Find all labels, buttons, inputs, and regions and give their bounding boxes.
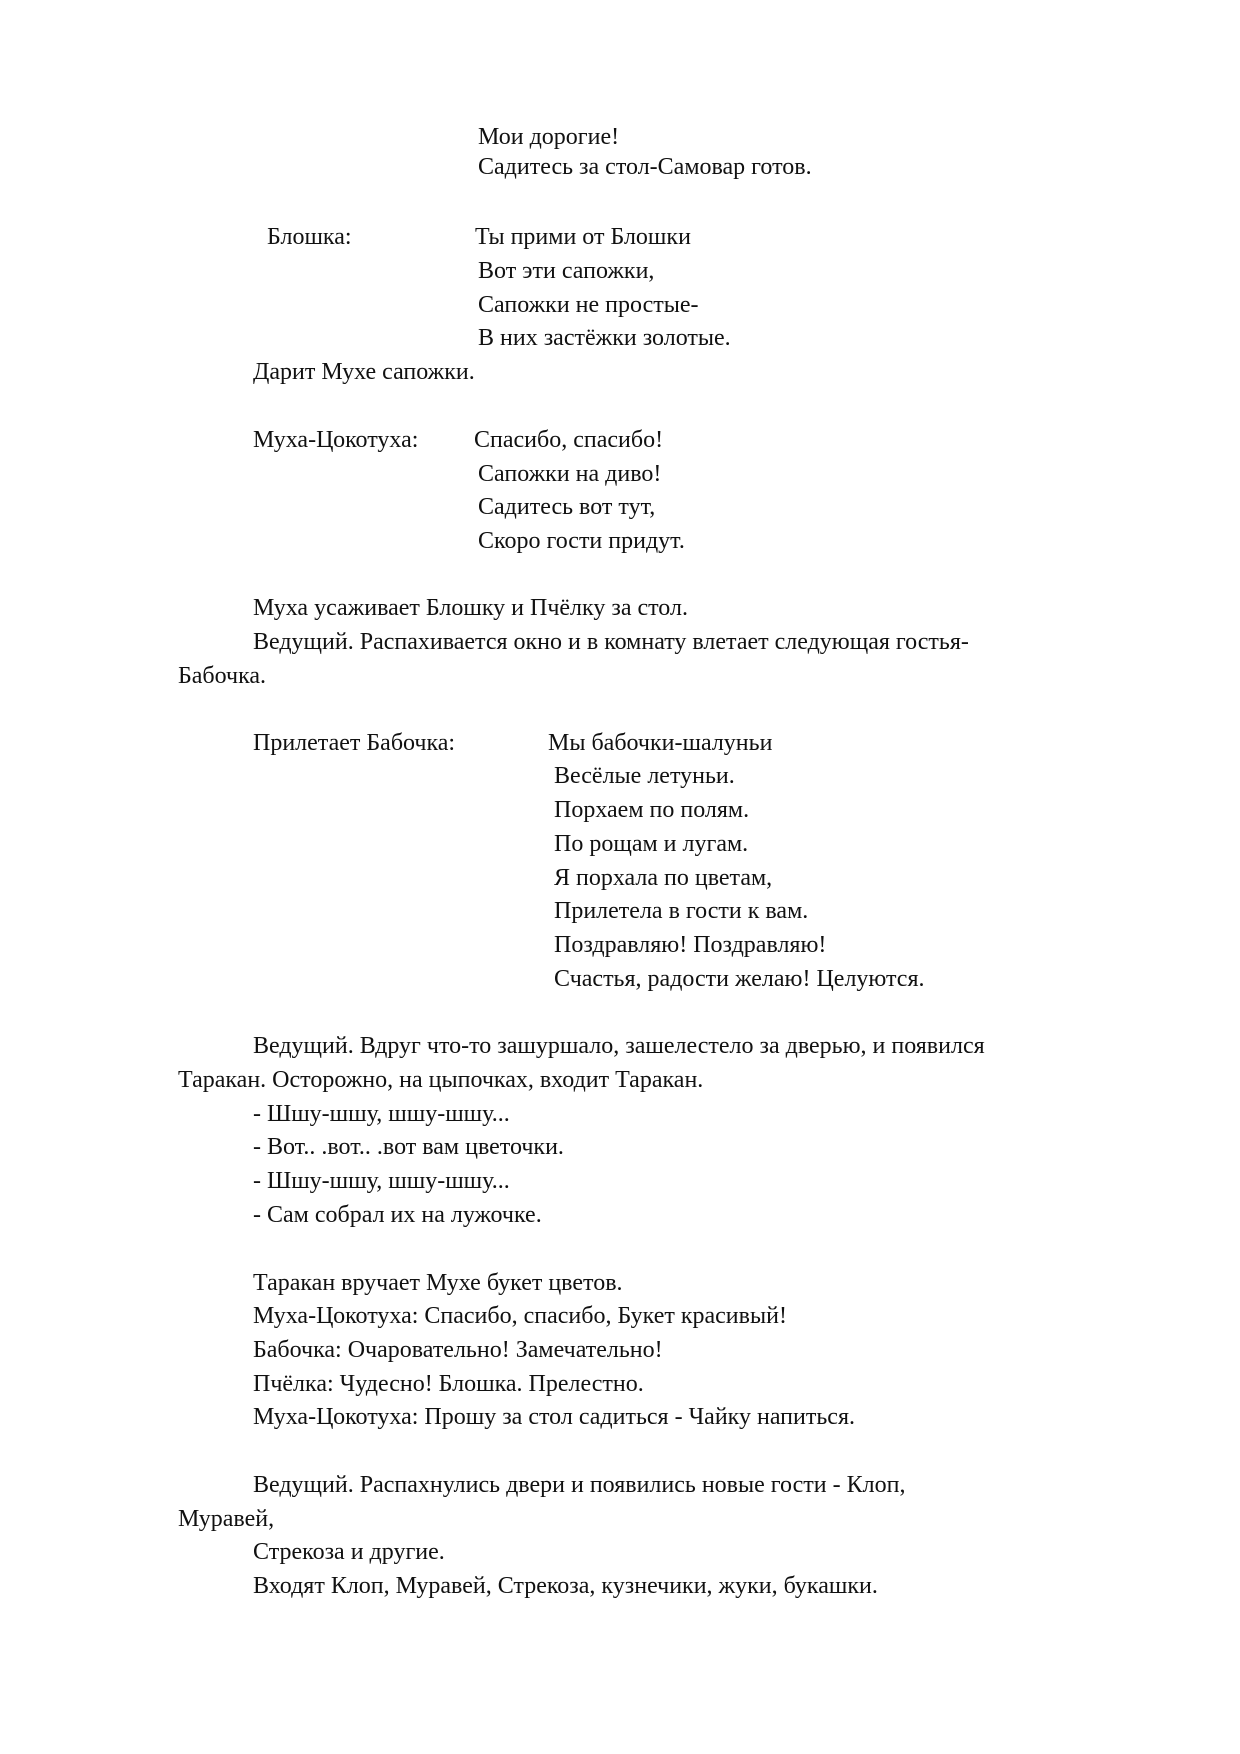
dialogue-line: Муха-Цокотуха: Прошу за стол садиться - Чайку напиться. — [253, 1404, 855, 1430]
text-line: Мы бабочки-шалуньи — [548, 730, 773, 756]
text-line: По рощам и лугам. — [554, 831, 749, 857]
speaker-label: Блошка: — [267, 224, 352, 250]
text-line: Поздравляю! Поздравляю! — [554, 932, 827, 958]
text-line: Садитесь за стол-Самовар готов. — [478, 154, 812, 180]
narrator-line: Стрекоза и другие. — [253, 1539, 445, 1565]
dialogue-line: Пчёлка: Чудесно! Блошка. Прелестно. — [253, 1371, 644, 1397]
text-line: Весёлые летуньи. — [554, 763, 735, 789]
narrator-line: Ведущий. Распахивается окно и в комнату влетает следующая гостья- — [253, 629, 969, 655]
dialogue-line: Бабочка: Очаровательно! Замечательно! — [253, 1337, 663, 1363]
text-line: Сапожки не простые- — [478, 292, 699, 318]
text-line: Счастья, радости желаю! Целуются. — [554, 966, 925, 992]
dialogue-line: - Шшу-шшу, шшу-шшу... — [253, 1101, 510, 1127]
text-line: Сапожки на диво! — [478, 461, 662, 487]
text-line: Я порхала по цветам, — [554, 865, 773, 891]
text-line: Ты прими от Блошки — [475, 224, 691, 250]
text-line: Спасибо, спасибо! — [474, 427, 664, 453]
dialogue-line: - Сам собрал их на лужочке. — [253, 1202, 542, 1228]
narrator-line: Таракан. Осторожно, на цыпочках, входит Таракан. — [178, 1067, 704, 1093]
narrator-line: Ведущий. Распахнулись двери и появились новые гости - Клоп, — [253, 1472, 906, 1498]
dialogue-line: - Шшу-шшу, шшу-шшу... — [253, 1168, 510, 1194]
text-line: Садитесь вот тут, — [478, 494, 656, 520]
narrator-line: Муравей, — [178, 1506, 275, 1532]
narrator-line: Бабочка. — [178, 663, 267, 689]
text-line: Прилетела в гости к вам. — [554, 898, 809, 924]
speaker-label: Прилетает Бабочка: — [253, 730, 456, 756]
text-line: Порхаем по полям. — [554, 797, 750, 823]
dialogue-line: - Вот.. .вот.. .вот вам цветочки. — [253, 1134, 564, 1160]
text-line: Скоро гости придут. — [478, 528, 685, 554]
stage-direction: Муха усаживает Блошку и Пчёлку за стол. — [253, 595, 688, 621]
speaker-label: Муха-Цокотуха: — [253, 427, 419, 453]
text-line: Мои дорогие! — [478, 124, 620, 150]
stage-direction: Таракан вручает Мухе букет цветов. — [253, 1270, 623, 1296]
stage-direction: Входят Клоп, Муравей, Стрекоза, кузнечики, жуки, букашки. — [253, 1573, 878, 1599]
text-line: Вот эти сапожки, — [478, 258, 655, 284]
stage-direction: Дарит Мухе сапожки. — [253, 359, 475, 385]
narrator-line: Ведущий. Вдруг что-то зашуршало, зашелестело за дверью, и появился — [253, 1033, 985, 1059]
text-line: В них застёжки золотые. — [478, 325, 731, 351]
dialogue-line: Муха-Цокотуха: Спасибо, спасибо, Букет красивый! — [253, 1303, 787, 1329]
